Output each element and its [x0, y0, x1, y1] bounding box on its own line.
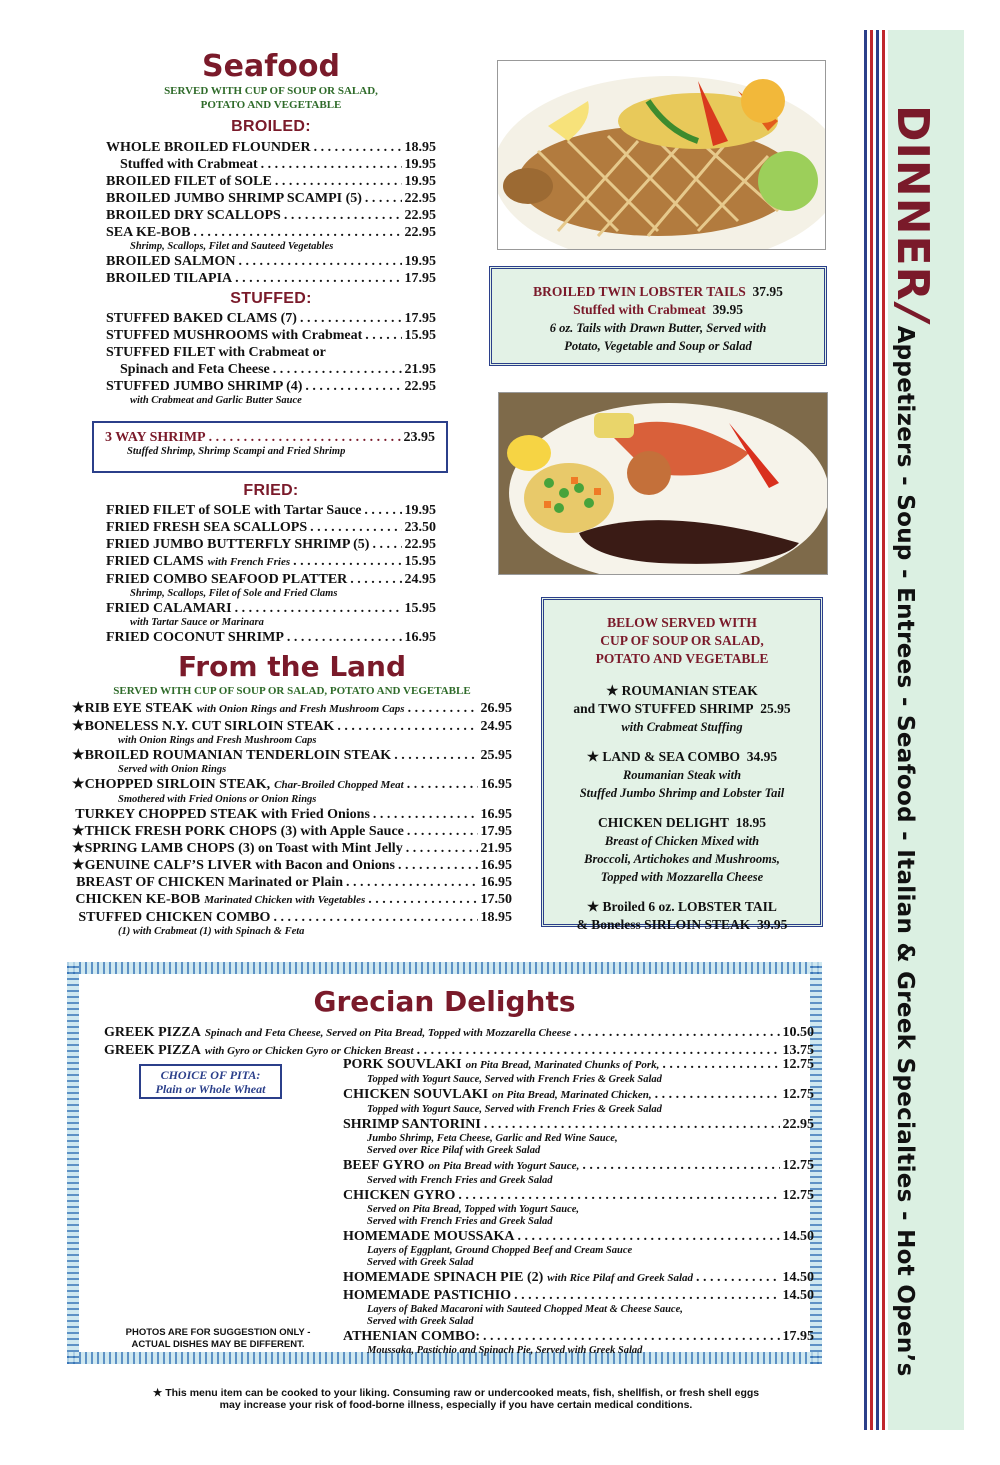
menu-item	[72, 700, 512, 718]
item-name: CHICKEN KE-BOB	[75, 892, 201, 907]
item-note: Layers of Eggplant, Ground Chopped Beef and Cream Sauce	[367, 1245, 633, 1256]
menu-item	[72, 891, 512, 909]
combo-2-line-1: ★ LAND & SEA COMBO	[586, 749, 740, 764]
leader-dots	[655, 1086, 780, 1103]
pita-line-2: Plain or Whole Wheat	[155, 1082, 266, 1096]
leader-dots	[662, 1056, 779, 1073]
item-price: 22.95	[404, 225, 436, 240]
menu-item	[72, 718, 512, 735]
item-price: 16.95	[404, 630, 436, 645]
menu-item	[106, 629, 436, 646]
menu-item	[72, 823, 512, 840]
item-note: Served over Rice Pilaf with Greek Salad	[367, 1145, 541, 1156]
star-icon: ★	[72, 841, 85, 856]
item-price: 21.95	[404, 362, 436, 377]
item-name: SPRING LAMB CHOPS (3) on Toast with Mint Jelly	[84, 841, 403, 856]
leader-dots	[582, 1157, 779, 1174]
item-note: Stuffed Shrimp, Shrimp Scampi and Fried Shrimp	[127, 446, 346, 457]
item-price: 12.75	[782, 1188, 814, 1203]
item-price: 24.95	[480, 719, 512, 734]
combo-2-price: 34.95	[746, 749, 778, 764]
combo-3-line-3: Broccoli, Artichokes and Mushrooms,	[584, 852, 780, 866]
menu-item	[106, 571, 436, 588]
item-note: Served with French Fries and Greek Salad	[367, 1175, 553, 1186]
leader-dots	[337, 718, 477, 735]
item-description: Marinated Chicken with Vegetables	[204, 894, 366, 906]
pita-line-1: CHOICE OF PITA:	[160, 1068, 261, 1082]
footer-star: ★	[152, 1387, 163, 1399]
item-price: 14.50	[782, 1270, 814, 1285]
menu-item	[343, 1086, 814, 1104]
item-description: on Pita Bread, Marinated Chicken,	[492, 1089, 652, 1101]
leader-dots	[368, 891, 477, 908]
land-title: From the Land	[177, 650, 407, 683]
banner-subtitle: Appetizers - Soup - Entrees - Seafood - Italian & Greek Specialties - Hot Open’s	[892, 325, 918, 1377]
item-name: CHICKEN SOUVLAKI	[343, 1087, 489, 1102]
combo-head-1: BELOW SERVED WITH	[607, 615, 757, 630]
menu-item	[106, 253, 436, 270]
item-note: Shrimp, Scallops, Filet and Sauteed Vegetables	[130, 241, 334, 252]
seafood-subtitle-2: POTATO AND VEGETABLE	[200, 99, 342, 111]
item-name: BROILED SALMON	[106, 254, 236, 269]
grecian-title: Grecian Delights	[313, 985, 576, 1018]
leader-dots	[514, 1287, 779, 1304]
menu-item	[106, 327, 436, 344]
item-name: BROILED DRY SCALLOPS	[106, 208, 281, 223]
combo-chicken-delight	[550, 814, 814, 886]
leader-dots	[484, 1116, 780, 1133]
item-name: FRIED COMBO SEAFOOD PLATTER	[106, 572, 348, 587]
combo-1-line-3: with Crabmeat Stuffing	[621, 720, 743, 734]
item-description: on Pita Bread with Yogurt Sauce,	[428, 1160, 580, 1172]
item-name: GREEK PIZZA	[104, 1043, 201, 1058]
combo-3-line-4: Topped with Mozzarella Cheese	[600, 870, 764, 884]
combo-3-price: 18.95	[735, 815, 767, 830]
item-note: Layers of Baked Macaroni with Sauteed Chopped Meat & Cheese Sauce,	[367, 1304, 683, 1315]
item-name: Stuffed with Crabmeat	[120, 157, 258, 172]
item-price: 23.50	[404, 520, 436, 535]
item-price: 17.95	[480, 824, 512, 839]
leader-dots	[273, 909, 477, 926]
item-price: 14.50	[782, 1288, 814, 1303]
lobster-tails-box	[489, 266, 827, 366]
leader-dots	[408, 700, 478, 717]
menu-item	[106, 270, 436, 287]
dinner-title: DINNER	[887, 105, 938, 302]
item-name: STUFFED JUMBO SHRIMP (4)	[106, 379, 303, 394]
item-name: CHOPPED SIRLOIN STEAK,	[84, 777, 271, 792]
photo-note-1: PHOTOS ARE FOR SUGGESTION ONLY -	[125, 1327, 311, 1338]
combo-1-price: 25.95	[760, 701, 791, 716]
stripe-blue	[864, 30, 867, 1430]
leader-dots	[300, 310, 402, 327]
leader-dots	[287, 629, 402, 646]
item-name: THICK FRESH PORK CHOPS (3) with Apple Sauce	[84, 824, 404, 839]
greek-key-border-left	[67, 962, 79, 1364]
item-name: STUFFED MUSHROOMS with Crabmeat	[106, 328, 363, 343]
leader-dots	[406, 840, 478, 857]
land-section	[72, 650, 512, 938]
menu-item	[343, 1056, 814, 1074]
item-price: 17.95	[404, 311, 436, 326]
item-price: 21.95	[480, 841, 512, 856]
item-price: 22.95	[782, 1117, 814, 1132]
menu-item	[106, 502, 436, 519]
lobster-price-1: 37.95	[752, 284, 783, 299]
menu-item	[106, 224, 436, 241]
stripe-red	[870, 30, 873, 1430]
item-price: 18.95	[480, 910, 512, 925]
lobster-line-2: Stuffed with Crabmeat	[573, 302, 706, 317]
leader-dots	[275, 173, 402, 190]
menu-item	[105, 429, 435, 446]
item-price: 17.95	[404, 271, 436, 286]
item-name: WHOLE BROILED FLOUNDER	[106, 140, 311, 155]
item-note: Moussaka, Pastichio and Spinach Pie, Served with Greek Salad	[367, 1345, 643, 1356]
item-note: Topped with Yogurt Sauce, Served with French Fries & Greek Salad	[367, 1104, 662, 1115]
menu-item	[106, 190, 436, 207]
leader-dots	[293, 553, 401, 570]
item-description: Spinach and Feta Cheese, Served on Pita Bread, Topped with Mozzarella Cheese	[204, 1027, 571, 1039]
item-price: 16.95	[480, 875, 512, 890]
leader-dots	[398, 857, 478, 874]
leader-dots	[310, 519, 401, 536]
item-name: SEA KE-BOB	[106, 225, 191, 240]
photo-disclaimer	[104, 1327, 332, 1351]
menu-item	[72, 840, 512, 857]
menu-item	[106, 310, 436, 327]
item-price: 16.95	[480, 858, 512, 873]
seafood-title: Seafood	[202, 49, 340, 84]
leader-dots	[407, 823, 478, 840]
item-price: 19.95	[404, 503, 436, 518]
combo-3-line-1: CHICKEN DELIGHT	[597, 815, 729, 830]
menu-item	[106, 139, 436, 156]
menu-item	[106, 207, 436, 224]
menu-item	[72, 776, 512, 794]
menu-item	[104, 1024, 814, 1042]
fried-list	[106, 502, 436, 646]
item-price: 19.95	[404, 157, 436, 172]
item-price: 10.50	[782, 1025, 814, 1040]
side-stripes	[862, 30, 886, 1430]
menu-item	[106, 378, 436, 395]
item-price: 15.95	[404, 328, 436, 343]
item-name: BROILED JUMBO SHRIMP SCAMPI (5)	[106, 191, 362, 206]
item-description: with French Fries	[207, 556, 291, 568]
item-name: HOMEMADE SPINACH PIE (2)	[343, 1270, 544, 1285]
menu-item	[106, 156, 436, 173]
leader-dots	[483, 1328, 779, 1345]
item-name: HOMEMADE PASTICHIO	[343, 1288, 512, 1303]
item-note: Served with Greek Salad	[367, 1316, 474, 1327]
leader-dots	[365, 190, 402, 207]
leader-dots	[696, 1269, 779, 1286]
item-name: Spinach and Feta Cheese	[120, 362, 270, 377]
leader-dots	[314, 139, 402, 156]
item-price: 26.95	[480, 701, 512, 716]
item-description: with Onion Rings and Fresh Mushroom Caps	[196, 703, 405, 715]
item-description: with Gyro or Chicken Gyro or Chicken Breast	[204, 1045, 414, 1057]
combo-roumanian	[550, 682, 814, 736]
item-name: RIB EYE STEAK	[84, 701, 193, 716]
combo-1-line-1: ★ ROUMANIAN STEAK	[606, 683, 758, 698]
leader-dots	[261, 156, 402, 173]
fried-section	[106, 482, 436, 646]
star-icon: ★	[72, 858, 85, 873]
leader-dots	[518, 1228, 780, 1245]
combo-lobster-sirloin	[550, 898, 814, 934]
menu-item	[72, 909, 512, 926]
three-way-shrimp-box	[92, 421, 448, 473]
leader-dots	[364, 502, 401, 519]
item-note: Served on Pita Bread, Topped with Yogurt Sauce,	[367, 1204, 580, 1215]
leader-dots	[350, 571, 401, 588]
menu-item	[343, 1269, 814, 1287]
leader-dots	[394, 747, 477, 764]
menu-item	[72, 747, 512, 764]
item-name: ATHENIAN COMBO:	[343, 1329, 481, 1344]
item-price: 12.75	[782, 1087, 814, 1102]
item-price: 12.75	[782, 1057, 814, 1072]
item-price: 15.95	[404, 601, 436, 616]
menu-item	[343, 1187, 814, 1204]
item-note: Served with French Fries and Greek Salad	[367, 1216, 553, 1227]
item-note: Served with Onion Rings	[118, 764, 227, 775]
combo-2-line-2: Roumanian Steak with	[622, 768, 742, 782]
item-name: BEEF GYRO	[343, 1158, 425, 1173]
leader-dots	[346, 874, 477, 891]
item-price: 22.95	[404, 208, 436, 223]
item-price: 14.50	[782, 1229, 814, 1244]
item-name: CHICKEN GYRO	[343, 1188, 456, 1203]
item-note: Smothered with Fried Onions or Onion Rings	[118, 794, 317, 805]
leader-dots	[273, 361, 402, 378]
star-icon: ★	[72, 824, 85, 839]
star-icon: ★	[72, 701, 85, 716]
item-name: BREAST OF CHICKEN Marinated or Plain	[76, 875, 344, 890]
land-list	[72, 700, 512, 938]
side-banner-text	[887, 105, 938, 1377]
menu-item	[72, 857, 512, 874]
combo-box	[541, 597, 823, 932]
item-price: 18.95	[404, 140, 436, 155]
item-note: with Tartar Sauce or Marinara	[130, 617, 264, 628]
item-price: 16.95	[480, 807, 512, 822]
item-price: 22.95	[404, 379, 436, 394]
item-price: 22.95	[404, 537, 436, 552]
leader-dots	[235, 270, 401, 287]
item-price: 16.95	[480, 777, 512, 792]
footer-line-1: This menu item can be cooked to your liking. Consuming raw or undercooked meats, fish, shellfish, or fresh shell eggs	[165, 1387, 760, 1399]
menu-item	[343, 1287, 814, 1304]
item-price: 19.95	[404, 174, 436, 189]
combo-4-line-2: & Boneless SIRLOIN STEAK	[576, 917, 751, 932]
combo-4-price: 39.95	[757, 917, 788, 932]
menu-item	[106, 519, 436, 536]
leader-dots	[284, 207, 402, 224]
photo-note-2: ACTUAL DISHES MAY BE DIFFERENT.	[131, 1339, 305, 1350]
menu-item	[343, 1228, 814, 1245]
menu-item	[72, 874, 512, 891]
star-icon: ★	[72, 748, 85, 763]
item-note: Served with Greek Salad	[367, 1257, 474, 1268]
menu-item	[343, 1116, 814, 1133]
leader-dots	[373, 806, 478, 823]
item-name: FRIED FILET of SOLE with Tartar Sauce	[106, 503, 362, 518]
item-price: 15.95	[404, 554, 436, 569]
broiled-list	[106, 139, 436, 287]
item-description: Char-Broiled Chopped Meat	[274, 779, 404, 791]
item-description: on Pita Bread, Marinated Chunks of Pork,	[465, 1059, 660, 1071]
item-name: 3 WAY SHRIMP	[105, 430, 206, 445]
grecian-full-width-items	[104, 1024, 814, 1060]
item-name: PORK SOUVLAKI	[343, 1057, 462, 1072]
item-price: 19.95	[404, 254, 436, 269]
grecian-items	[343, 1056, 814, 1357]
flounder-illustration	[498, 61, 826, 250]
stuffed-heading: STUFFED:	[230, 290, 312, 307]
leader-dots	[365, 327, 401, 344]
footer-disclaimer	[96, 1387, 816, 1411]
item-name: STUFFED BAKED CLAMS (7)	[106, 311, 297, 326]
combo-land-sea	[550, 748, 814, 802]
stuffed-list	[106, 310, 436, 407]
leader-dots	[193, 224, 401, 241]
item-name: BROILED TILAPIA	[106, 271, 233, 286]
item-name: FRIED JUMBO BUTTERFLY SHRIMP (5)	[106, 537, 370, 552]
item-name: BROILED FILET of SOLE	[106, 174, 272, 189]
item-name: STUFFED CHICKEN COMBO	[78, 910, 271, 925]
item-name: GENUINE CALF’S LIVER with Bacon and Onions	[84, 858, 395, 873]
broiled-heading: BROILED:	[231, 118, 311, 135]
item-price: 12.75	[782, 1158, 814, 1173]
greek-key-border-top	[67, 962, 822, 974]
star-icon: ★	[72, 777, 85, 792]
menu-item	[106, 600, 436, 617]
item-note: Shrimp, Scallops, Filet of Sole and Fried Clams	[130, 588, 338, 599]
leader-dots	[372, 536, 401, 553]
item-price: 17.50	[480, 892, 512, 907]
item-price: 17.95	[782, 1329, 814, 1344]
item-name: BONELESS N.Y. CUT SIRLOIN STEAK	[84, 719, 335, 734]
item-price: 25.95	[480, 748, 512, 763]
item-note: with Crabmeat and Garlic Butter Sauce	[130, 395, 302, 406]
menu-item	[106, 361, 436, 378]
item-name: FRIED COCONUT SHRIMP	[106, 630, 284, 645]
item-name: FRIED FRESH SEA SCALLOPS	[106, 520, 308, 535]
combo-1-line-2: and TWO STUFFED SHRIMP	[573, 701, 754, 716]
item-description: with Rice Pilaf and Greek Salad	[547, 1272, 694, 1284]
footer-line-2: may increase your risk of food-borne illness, especially if you have certain medical conditions.	[219, 1399, 693, 1411]
item-note: (1) with Crabmeat (1) with Spinach & Feta	[118, 926, 305, 937]
menu-item	[106, 173, 436, 190]
menu-item	[106, 344, 436, 361]
lobster-line-4: Potato, Vegetable and Soup or Salad	[564, 339, 752, 353]
combo-head-3: POTATO AND VEGETABLE	[595, 651, 769, 666]
item-price: 24.95	[404, 572, 436, 587]
leader-dots	[574, 1024, 780, 1041]
star-icon: ★	[72, 719, 85, 734]
lobster-price-2: 39.95	[712, 302, 743, 317]
land-subtitle: SERVED WITH CUP OF SOUP OR SALAD, POTATO AND VEGETABLE	[113, 685, 471, 697]
combo-4-line-1: ★ Broiled 6 oz. LOBSTER TAIL	[587, 899, 777, 914]
menu-item	[343, 1157, 814, 1175]
item-note: Topped with Yogurt Sauce, Served with French Fries & Greek Salad	[367, 1074, 662, 1085]
banner-slash: /	[887, 305, 938, 322]
fried-heading: FRIED:	[243, 482, 299, 499]
item-name: STUFFED FILET with Crabmeat or	[106, 345, 326, 360]
combo-3-line-2: Breast of Chicken Mixed with	[604, 834, 760, 848]
item-note: Jumbo Shrimp, Feta Cheese, Garlic and Red Wine Sauce,	[367, 1133, 618, 1144]
photo-flounder	[497, 60, 826, 250]
item-price: 22.95	[404, 191, 436, 206]
seafood-subtitle-1: SERVED WITH CUP OF SOUP OR SALAD,	[164, 85, 378, 97]
item-name: BROILED ROUMANIAN TENDERLOIN STEAK	[84, 748, 392, 763]
leader-dots	[458, 1187, 779, 1204]
item-price: 13.75	[782, 1043, 814, 1058]
item-price: 23.95	[403, 430, 435, 445]
pita-choice-box	[139, 1064, 282, 1099]
leader-dots	[305, 378, 401, 395]
lobster-line-1: BROILED TWIN LOBSTER TAILS	[533, 284, 746, 299]
stripe-red-2	[882, 30, 885, 1430]
leader-dots	[407, 776, 478, 793]
menu-item	[106, 553, 436, 571]
photo-steak-lobster	[498, 392, 828, 575]
steak-lobster-illustration	[499, 393, 828, 575]
item-name: SHRIMP SANTORINI	[343, 1117, 481, 1132]
leader-dots	[239, 253, 402, 270]
leader-dots	[235, 600, 402, 617]
lobster-line-3: 6 oz. Tails with Drawn Butter, Served with	[549, 321, 767, 335]
item-name: TURKEY CHOPPED STEAK with Fried Onions	[75, 807, 370, 822]
item-name: GREEK PIZZA	[104, 1025, 201, 1040]
item-name: FRIED CALAMARI	[106, 601, 232, 616]
menu-item	[72, 806, 512, 823]
seafood-section	[106, 50, 436, 407]
item-note: with Onion Rings and Fresh Mushroom Caps	[118, 735, 317, 746]
item-name: FRIED CLAMS	[106, 554, 204, 569]
item-name: HOMEMADE MOUSSAKA	[343, 1229, 515, 1244]
menu-item	[106, 536, 436, 553]
stripe-blue-2	[876, 30, 879, 1430]
combo-2-line-3: Stuffed Jumbo Shrimp and Lobster Tail	[579, 786, 785, 800]
menu-item	[343, 1328, 814, 1345]
combo-head-2: CUP OF SOUP OR SALAD,	[600, 633, 764, 648]
